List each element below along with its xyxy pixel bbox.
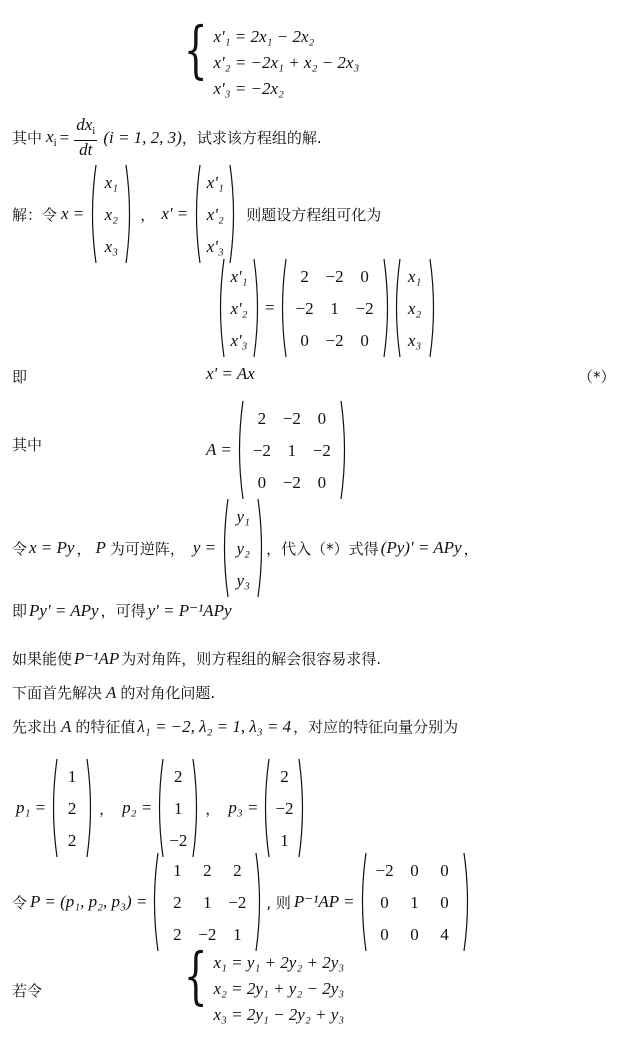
vector-y: y₁ y₂ y₃ <box>220 498 266 598</box>
left-brace-icon: { <box>183 13 208 86</box>
system-2-line: x₂ = 2y₁ + y₂ − 2y₃ <box>213 979 345 998</box>
paragraph-substitution: 令 x = Py ， P 为可逆阵， y = y₁ y₂ y₃ ，代入（*）式得 (Py)' = APy ， <box>12 498 479 598</box>
paragraph-diagonalization: 下面首先解决 A 的对角化问题. <box>12 682 216 702</box>
equation-tag: （*） <box>578 368 616 386</box>
system-2-line: x₁ = y₁ + 2y₂ + 2y₃ <box>213 953 345 972</box>
vector-rhs: x₁ x₂ x₃ <box>392 258 438 358</box>
eigenvectors: p₁ = 1 2 2 ， p₂ = 2 1 −2 ， p₃ = 2 −2 1 <box>16 758 307 858</box>
paragraph-diagonal-goal: 如果能使 P⁻¹AP 为对角阵，则方程组的解会很容易求得. <box>12 648 382 668</box>
paragraph-diagonal-form: 令 P = (p₁, p₂, p₃) = 1 2 2 2 1 −2 2 −2 1 , 则 P⁻¹AP = −2 0 0 0 1 0 0 0 4 <box>12 852 472 952</box>
equation-system-2 <box>176 939 345 1028</box>
label-ji: 即 <box>12 368 28 386</box>
vector-x-prime: x'₁ x'₂ x'₃ <box>192 164 238 264</box>
label-ruoling: 若令 <box>12 982 43 1000</box>
matrix-A-definition: A = 2 −2 0 −2 1 −2 0 −2 0 <box>206 400 349 500</box>
matrix-diagonal: −2 0 0 0 1 0 0 0 4 <box>358 852 472 952</box>
vector-p2: 2 1 −2 <box>155 758 201 858</box>
paragraph-derivation: 即 Py' = APy ，可得 y' = P⁻¹APy <box>12 600 232 620</box>
system-2-line: x₃ = 2y₁ − 2y₂ + y₃ <box>213 1005 345 1024</box>
paragraph-eigenvalues: 先求出 A 的特征值 λ₁ = −2, λ₂ = 1, λ₃ = 4 ，对应的特征向量分别为 <box>12 716 459 736</box>
matrix-equation: x'₁ x'₂ x'₃ = 2 −2 0 −2 1 −2 0 −2 0 x₁ x₂ x₃ <box>216 258 438 358</box>
matrix-P: 1 2 2 2 1 −2 2 −2 1 <box>150 852 264 952</box>
system-1-line: x'₁ = 2x₁ − 2x₂ <box>213 27 315 46</box>
vector-p3: 2 −2 1 <box>261 758 307 858</box>
label-qizhong: 其中 <box>12 436 43 454</box>
matrix-A: 2 −2 0 −2 1 −2 0 −2 0 <box>235 400 349 500</box>
system-1-line: x'₃ = −2x₂ <box>213 79 284 98</box>
left-brace-icon: { <box>183 939 208 1012</box>
equation-system-1 <box>176 13 360 102</box>
equation-x-prime-ax: x' = Ax <box>206 364 255 383</box>
system-1-line: x'₂ = −2x₁ + x₂ − 2x₃ <box>213 53 360 72</box>
matrix-A: 2 −2 0 −2 1 −2 0 −2 0 <box>278 258 392 358</box>
fraction: $\frac{dx_i}{dt}$ <box>76 115 96 159</box>
vector-p1: 1 2 2 <box>49 758 95 858</box>
paragraph-solution-intro: 解：令 x = x₁ x₂ x₃ ， x' = x'₁ x'₂ x'₃ 则题设方程组可化为 <box>12 164 381 264</box>
paragraph-definition: 其中 $x_i$ = $\frac{dx_i}{dt}$ (i = 1, 2, 3) ，试求该方程组的解. <box>12 115 322 159</box>
vector-x: x₁ x₂ x₃ <box>88 164 134 264</box>
vector-lhs: x'₁ x'₂ x'₃ <box>216 258 262 358</box>
